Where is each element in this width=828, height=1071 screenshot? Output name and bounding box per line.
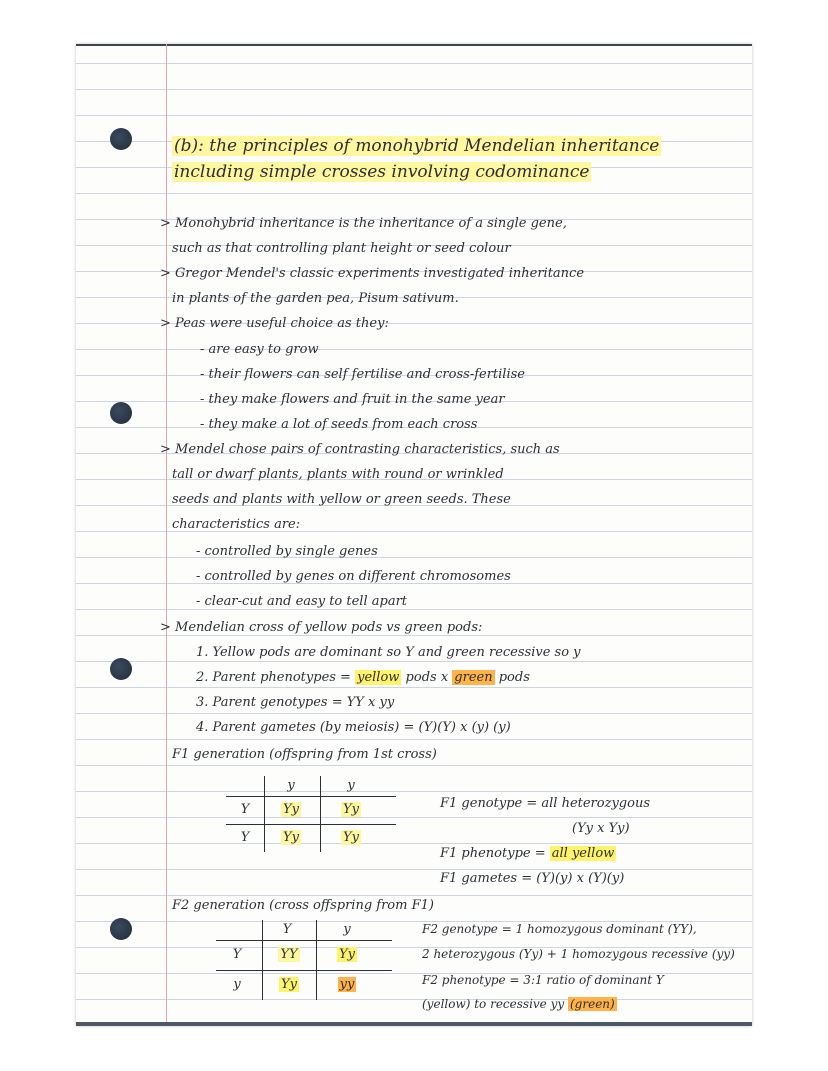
f2-phenotype-line-2 <box>422 997 617 1011</box>
page-top-edge <box>76 44 752 46</box>
f1-row-header-2: Y <box>240 830 250 845</box>
punch-hole-2 <box>110 402 132 424</box>
para-4-line-2: tall or dwarf plants, plants with round or wrinkled <box>172 467 504 482</box>
cross-step-4 <box>196 720 511 735</box>
cross-heading: > Mendelian cross of yellow pods vs green pods: <box>160 620 483 635</box>
punch-hole-4 <box>110 918 132 940</box>
f2-cell-1-2 <box>326 947 368 962</box>
f2-heading: F2 generation (cross offspring from F1) <box>172 898 434 913</box>
f1-col-header-2: y <box>347 778 355 793</box>
f2-punnett-square <box>206 916 396 1002</box>
para-4-line-1: > Mendel chose pairs of contrasting characteristics, such as <box>160 442 560 457</box>
characteristic-3: - clear-cut and easy to tell apart <box>196 594 408 609</box>
para-1-line-2: such as that controlling plant height or seed colour <box>172 241 511 256</box>
f2-cell-1-1-text: YY <box>280 947 298 962</box>
cross-step-2 <box>196 670 530 685</box>
step-2-suffix: pods <box>498 670 530 685</box>
f2-col-header-2: y <box>343 922 351 937</box>
title-line-1 <box>172 136 661 156</box>
pea-reason-3: - they make flowers and fruit in the same year <box>200 392 505 407</box>
pea-reason-1: - are easy to grow <box>200 342 319 357</box>
f1-grid-vline-2 <box>320 776 321 852</box>
step-2-yellow: yellow <box>357 670 400 685</box>
f1-cell-2-1-text: Yy <box>283 830 299 845</box>
margin-line <box>166 44 167 1026</box>
f1-cell-1-2-text: Yy <box>343 802 359 817</box>
pea-reason-2: - their flowers can self fertilise and cross-fertilise <box>200 367 525 382</box>
title-line-2 <box>172 162 591 182</box>
f1-cell-1-2 <box>332 802 370 817</box>
step-2-mid: pods x <box>405 670 449 685</box>
f2-cell-1-1 <box>268 947 310 962</box>
cross-step-1: 1. Yellow pods are dominant so Y and green recessive so y <box>196 645 581 660</box>
notebook-page <box>76 44 752 1026</box>
f2-grid-vline-1 <box>262 920 263 1000</box>
para-4-line-3: seeds and plants with yellow or green seeds. These <box>172 492 511 507</box>
f2-cell-2-2 <box>326 977 368 992</box>
f1-gametes: F1 gametes = (Y)(y) x (Y)(y) <box>440 871 625 886</box>
title-line-1-text: (b): the principles of monohybrid Mendelian inheritance <box>174 136 660 156</box>
f1-cell-2-2-text: Yy <box>343 830 359 845</box>
para-3-line-1: > Peas were useful choice as they: <box>160 316 389 331</box>
f2-cell-2-2-text: yy <box>339 977 355 992</box>
f1-phenotype <box>440 846 616 861</box>
f2-grid-hline-1 <box>216 940 392 941</box>
f2-col-header-1: Y <box>282 922 292 937</box>
f1-row-header-1: Y <box>240 802 250 817</box>
f1-phenotype-value: all yellow <box>551 846 615 861</box>
punch-hole-3 <box>110 658 132 680</box>
para-2-line-1: > Gregor Mendel's classic experiments investigated inheritance <box>160 266 585 281</box>
para-1-line-1: > Monohybrid inheritance is the inheritance of a single gene, <box>160 216 567 231</box>
characteristic-2: - controlled by genes on different chromosomes <box>196 569 511 584</box>
step-4-prefix: 4. Parent gametes (by meiosis) = <box>196 720 415 735</box>
f1-phenotype-prefix: F1 phenotype = <box>440 846 546 861</box>
para-2-line-2: in plants of the garden pea, Pisum sativum. <box>172 291 459 306</box>
f1-cell-2-2 <box>332 830 370 845</box>
step-4-gametes: (Y)(Y) x (y) (y) <box>418 720 511 735</box>
punch-hole-1 <box>110 128 132 150</box>
title-line-2-text: including simple crosses involving codominance <box>174 162 590 182</box>
f1-cell-1-1 <box>272 802 310 817</box>
f2-grid-vline-2 <box>316 920 317 1000</box>
f2-grid-hline-2 <box>216 970 392 971</box>
f1-genotype-line-1: F1 genotype = all heterozygous <box>440 796 650 811</box>
f1-cell-1-1-text: Yy <box>283 802 299 817</box>
f2-genotype-line-2: 2 heterozygous (Yy) + 1 homozygous recessive (yy) <box>422 947 735 961</box>
f1-heading: F1 generation (offspring from 1st cross) <box>172 747 437 762</box>
f2-phenotype-line-1: F2 phenotype = 3:1 ratio of dominant Y <box>422 973 664 987</box>
pea-reason-4: - they make a lot of seeds from each cross <box>200 417 478 432</box>
f1-punnett-square <box>206 772 396 854</box>
f1-grid-hline-1 <box>226 796 396 797</box>
step-2-green: green <box>454 670 493 685</box>
f2-row-header-1: Y <box>232 947 242 962</box>
f1-grid-vline-1 <box>264 776 265 852</box>
f1-grid-hline-2 <box>226 824 396 825</box>
characteristic-1: - controlled by single genes <box>196 544 378 559</box>
f1-col-header-1: y <box>287 778 295 793</box>
page-bottom-edge <box>76 1022 752 1026</box>
f1-genotype-line-2: (Yy x Yy) <box>572 821 630 836</box>
cross-step-3: 3. Parent genotypes = YY x yy <box>196 695 395 710</box>
f2-phenotype-line-2-prefix: (yellow) to recessive yy <box>422 997 565 1011</box>
f2-phenotype-green: (green) <box>570 997 615 1011</box>
f2-cell-2-1 <box>268 977 310 992</box>
f1-cell-2-1 <box>272 830 310 845</box>
para-4-line-4: characteristics are: <box>172 517 301 532</box>
f2-cell-1-2-text: Yy <box>339 947 355 962</box>
f2-genotype-line-1: F2 genotype = 1 homozygous dominant (YY), <box>422 922 697 936</box>
f2-cell-2-1-text: Yy <box>281 977 297 992</box>
step-2-prefix: 2. Parent phenotypes = <box>196 670 351 685</box>
f2-row-header-2: y <box>233 977 241 992</box>
